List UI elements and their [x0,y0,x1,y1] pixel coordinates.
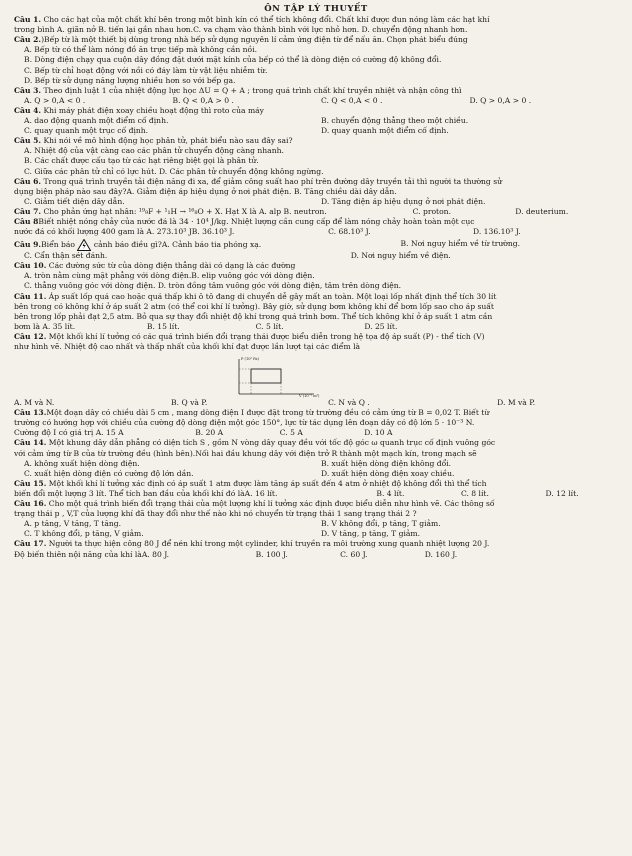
question-5-option-a: A. Nhiệt độ của vật càng cao các phân tử chuyển động càng nhanh. [24,146,284,156]
option-c: C. quay quanh một trục cố định. [24,126,149,136]
pv-graph-svg [219,354,339,398]
option-c: C. proton. [412,206,451,216]
option-b: B. 15 lít. [146,321,180,331]
question-4-options-row2 [14,126,618,136]
option-d: D. Tăng điện áp hiệu dụng ở nơi phát điện. [321,196,486,206]
process-rectangle [251,369,281,383]
option-a: A. Q > 0,A < 0 . [24,95,86,105]
question-8: Câu 8Biết nhiệt nóng chảy của nước đá là 34 · 10⁴ J/kg. Nhiệt lượng cần cung cấp để làm nóng chảy hoàn toàn một cục [14,216,475,226]
option-c: C. 68.10³ J. [328,227,371,237]
y-axis-label: P (10⁵ Pa) [241,357,259,362]
question-2-option-c: C. Bếp từ chỉ hoạt động với nồi có đáy làm từ vật liệu nhiễm từ. [24,65,268,75]
question-9: Câu 9.Biển báo cảnh báo điều gì?A. Cảnh báo tia phóng xạ. B. Nơi nguy hiểm về từ trường. [14,239,618,251]
option-c: C. 8 lít. [460,488,489,498]
option-c: C. 5 lít. [255,321,284,331]
question-2-option-a: A. Bếp từ có thể làm nóng đồ ăn trực tiếp mà không cần nồi. [24,45,258,55]
question-10-option-ab: A. tròn nằm cùng mặt phẳng với dòng điện.B. elip vuông góc với dòng điện. [24,271,315,281]
question-17: Câu 17. Người ta thực hiện công 80 J để nén khí trong một cylinder, khí truyền ra môi trường xung quanh nhiệt lượng 20 J. [14,539,490,549]
question-10-option-cd: C. thẳng vuông góc với dòng điện. D. tròn đồng tâm vuông góc với dòng điện, tâm trên dòng điện. [24,281,402,291]
option-b: B. xuất hiện dòng điện không đổi. [321,458,452,468]
option-d: D. 160 J. [424,549,458,559]
option-d: D. 136.10³ J. [473,227,521,237]
question-5-option-cd: C. Giữa các phân tử chỉ có lực hút. D. Các phân tử chuyển động không ngừng. [24,166,324,176]
question-6-line2: dụng biện pháp nào sau đây?A. Giảm điện áp hiệu dụng ở nơi phát điện. B. Tăng chiều dài dây dẫn. [14,186,397,196]
question-16-options-row2 [14,529,618,539]
question-2-option-b: B. Dòng điện chạy qua cuộn dây đồng đặt dưới mặt kính của bếp có thể là dòng điện có cường độ không đổi. [24,55,442,65]
question-15: Câu 15. Một khối khí lí tưởng xác định có áp suất 1 atm được làm tăng áp suất đến 4 atm ở nhiệt độ không đổi thì thể tích [14,478,487,488]
option-c: C. N và Q . [328,398,370,408]
option-c: C. T không đổi, p tăng, V giảm. [24,529,144,539]
question-3: Câu 3. Theo định luật 1 của nhiệt động lực học ΔU = Q + A ; trong quá trình chất khí truyền nhiệt và nhận công thì [14,85,462,95]
option-b: B. 100 J. [255,549,288,559]
question-7: Câu 7. Cho phản ứng hạt nhân: ¹⁹₉F + ¹₁H → ¹⁶₈O + X. Hạt X là A. alp B. neutron. C. proton. D. deuterium. [14,207,618,217]
question-14-options-row2 [14,469,618,479]
question-6-options [14,197,618,207]
option-c: C. Giảm tiết diện dây dẫn. [24,196,125,206]
question-11-line2: bên trong có không khí ở áp suất 2 atm (có thể coi khí lí tưởng). Bây giờ, sử dụng bơm không khí để bơm lốp sao cho áp suất [14,301,494,311]
question-11-line3: bên trong lốp phải đạt 2,5 atm. Bỏ qua sự thay đổi nhiệt độ khí trong quá trình bơm. Thể tích không khí ở áp suất 1 atm cần [14,311,493,321]
option-a: A. dao động quanh một điểm cố định. [24,116,169,126]
warning-sign-icon [77,239,91,251]
question-14: Câu 14. Một khung dây dẫn phẳng có diện tích S , gồm N vòng dây quay đều với tốc độ góc ω quanh trục cố định vuông góc [14,438,496,448]
question-12: Câu 12. Một khối khí lí tưởng có các quá trình biến đổi trạng thái được biểu diễn trong hệ tọa độ áp suất (P) - thể tích (V) [14,331,485,341]
question-4: Câu 4. Khi máy phát điện xoay chiều hoạt động thì roto của máy [14,105,264,115]
option-d: D. 25 lít. [364,321,398,331]
question-4-options-row1 [14,116,618,126]
option-b: B. Q và P. [171,398,208,408]
option-b: B. 4 lít. [376,488,405,498]
option-d: D. deuterium. [515,206,569,216]
question-6: Câu 6. Trong quá trình truyền tải điện năng đi xa, để giảm công suất hao phí trên đường dây truyền tải thì người ta thường sử [14,176,502,186]
option-b: B. Nơi nguy hiểm về từ trường. [400,239,521,249]
option-c: C. Q < 0,A < 0 . [321,95,383,105]
pv-graph [219,354,339,398]
question-10: Câu 10. Các đường sức từ của dòng điện thẳng dài có dạng là các đường [14,261,296,271]
question-1: Câu 1. Cho các hạt của một chất khí bên trong một bình kín có thể tích không đổi. Chất khí được đun nóng làm các hạt khí [14,15,490,25]
option-c: C. xuất hiện dòng điện có cường độ lớn dần. [24,468,194,478]
question-5-option-b: B. Các chất được cấu tạo từ các hạt riêng biệt gọi là phân tử. [24,156,259,166]
option-c: C. 60 J. [340,549,368,559]
question-12-line2: như hình vẽ. Nhiệt độ cao nhất và thấp nhất của khối khí đạt được lần lượt tại các điểm là [14,342,361,351]
option-d: D. 10 A [364,428,393,438]
option-c: C. Cẩn thận sét đánh. [24,251,108,261]
question-11: Câu 11. Áp suất lốp quá cao hoặc quá thấp khi ô tô đang di chuyển dễ gây mất an toàn. Một loại lốp nhất định thể tích 30 lít [14,291,497,301]
option-c: C. 5 A [279,428,303,438]
option-b: B. chuyển động thẳng theo một chiều. [321,116,469,126]
option-d: D. M và P. [497,398,536,408]
question-5: Câu 5. Khi nói về mô hình động học phân tử, phát biểu nào sau đây sai? [14,136,293,146]
question-16-options-row1 [14,519,618,529]
option-b: B. V không đổi, p tăng, T giảm. [321,519,441,529]
question-11-options: bơm là A. 35 lít. B. 15 lít. C. 5 lít. D. 25 lít. [14,322,618,332]
option-d: D. V tăng, p tăng, T giảm. [321,529,421,539]
question-13: Câu 13.Một đoạn dây có chiều dài 5 cm , mang dòng điện I được đặt trong từ trường đều có cảm ứng từ B = 0,02 T. Biết từ [14,408,490,418]
option-d: D. 12 lít. [545,488,579,498]
question-16: Câu 16. Cho một quá trình biến đổi trạng thái của một lượng khí lí tưởng xác định được biểu diễn như hình vẽ. Các thông số [14,499,495,509]
question-14-line2: với cảm ứng từ B của từ trường đều (hình bên).Nối hai đầu khung dây với điện trở R thành một mạch kín, trong mạch sẽ [14,448,477,458]
option-d: D. Nơi nguy hiểm về điện. [350,251,451,261]
question-8-options: nước đá có khối lượng 400 gam là A. 273.10³ JB. 36.10³ J. C. 68.10³ J. D. 136.10³ J. [14,227,618,237]
option-d: D. quay quanh một điểm cố định. [321,126,449,136]
option-d: D. xuất hiện dòng điện xoay chiều. [321,468,455,478]
question-2-option-d: D. Bếp từ sử dụng năng lượng nhiều hơn so với bếp ga. [24,75,236,85]
question-17-options: Độ biến thiên nội năng của khí làA. 80 J. B. 100 J. C. 60 J. D. 160 J. [14,550,618,560]
page-title: ÔN TẬP LÝ THUYẾT [264,4,368,14]
option-a: A. không xuất hiện dòng điện. [24,458,140,468]
question-15-options: biến đổi một lượng 3 lít. Thể tích ban đầu của khối khí đó làA. 16 lít. B. 4 lít. C. 8 lít. D. 12 lít. [14,489,618,499]
question-13-line2: trường có hướng hợp với chiều của cường độ dòng điện một góc 150°, lực từ tác dụng lên đoạn dây có độ lớn 5 · 10⁻³ N. [14,418,475,428]
option-a: A. M và N. [14,398,55,408]
option-b: B. 20 A [195,428,224,438]
question-16-line2: trạng thái p , V,T của lượng khí đã thay đổi như thế nào khi nó chuyển từ trạng thái 1 sang trạng thái 2 ? [14,509,417,519]
option-a: A. p tăng, V tăng, T tăng. [24,519,122,529]
question-2: Câu 2.)Bếp từ là một thiết bị dùng trong nhà bếp sử dụng nguyên lí cảm ứng điện từ để nấu ăn. Chọn phát biểu đúng [14,35,468,45]
x-axis-label: V (10⁻³ m³) [299,394,320,399]
option-b: B. Q < 0,A > 0 . [172,95,234,105]
question-14-options-row1 [14,459,618,469]
question-12-options [14,398,618,408]
question-9-options [14,251,618,261]
question-1-options: trong bình A. giãn nở B. tiến lại gần nhau hơn.C. va chạm vào thành bình với lực nhỏ hơn. D. chuyển động nhanh hơn. [14,25,468,35]
question-13-options: Cường độ I có giá trị A. 15 A B. 20 A C. 5 A D. 10 A [14,428,618,438]
option-d: D. Q > 0,A > 0 . [469,95,532,105]
question-3-options [14,96,618,106]
